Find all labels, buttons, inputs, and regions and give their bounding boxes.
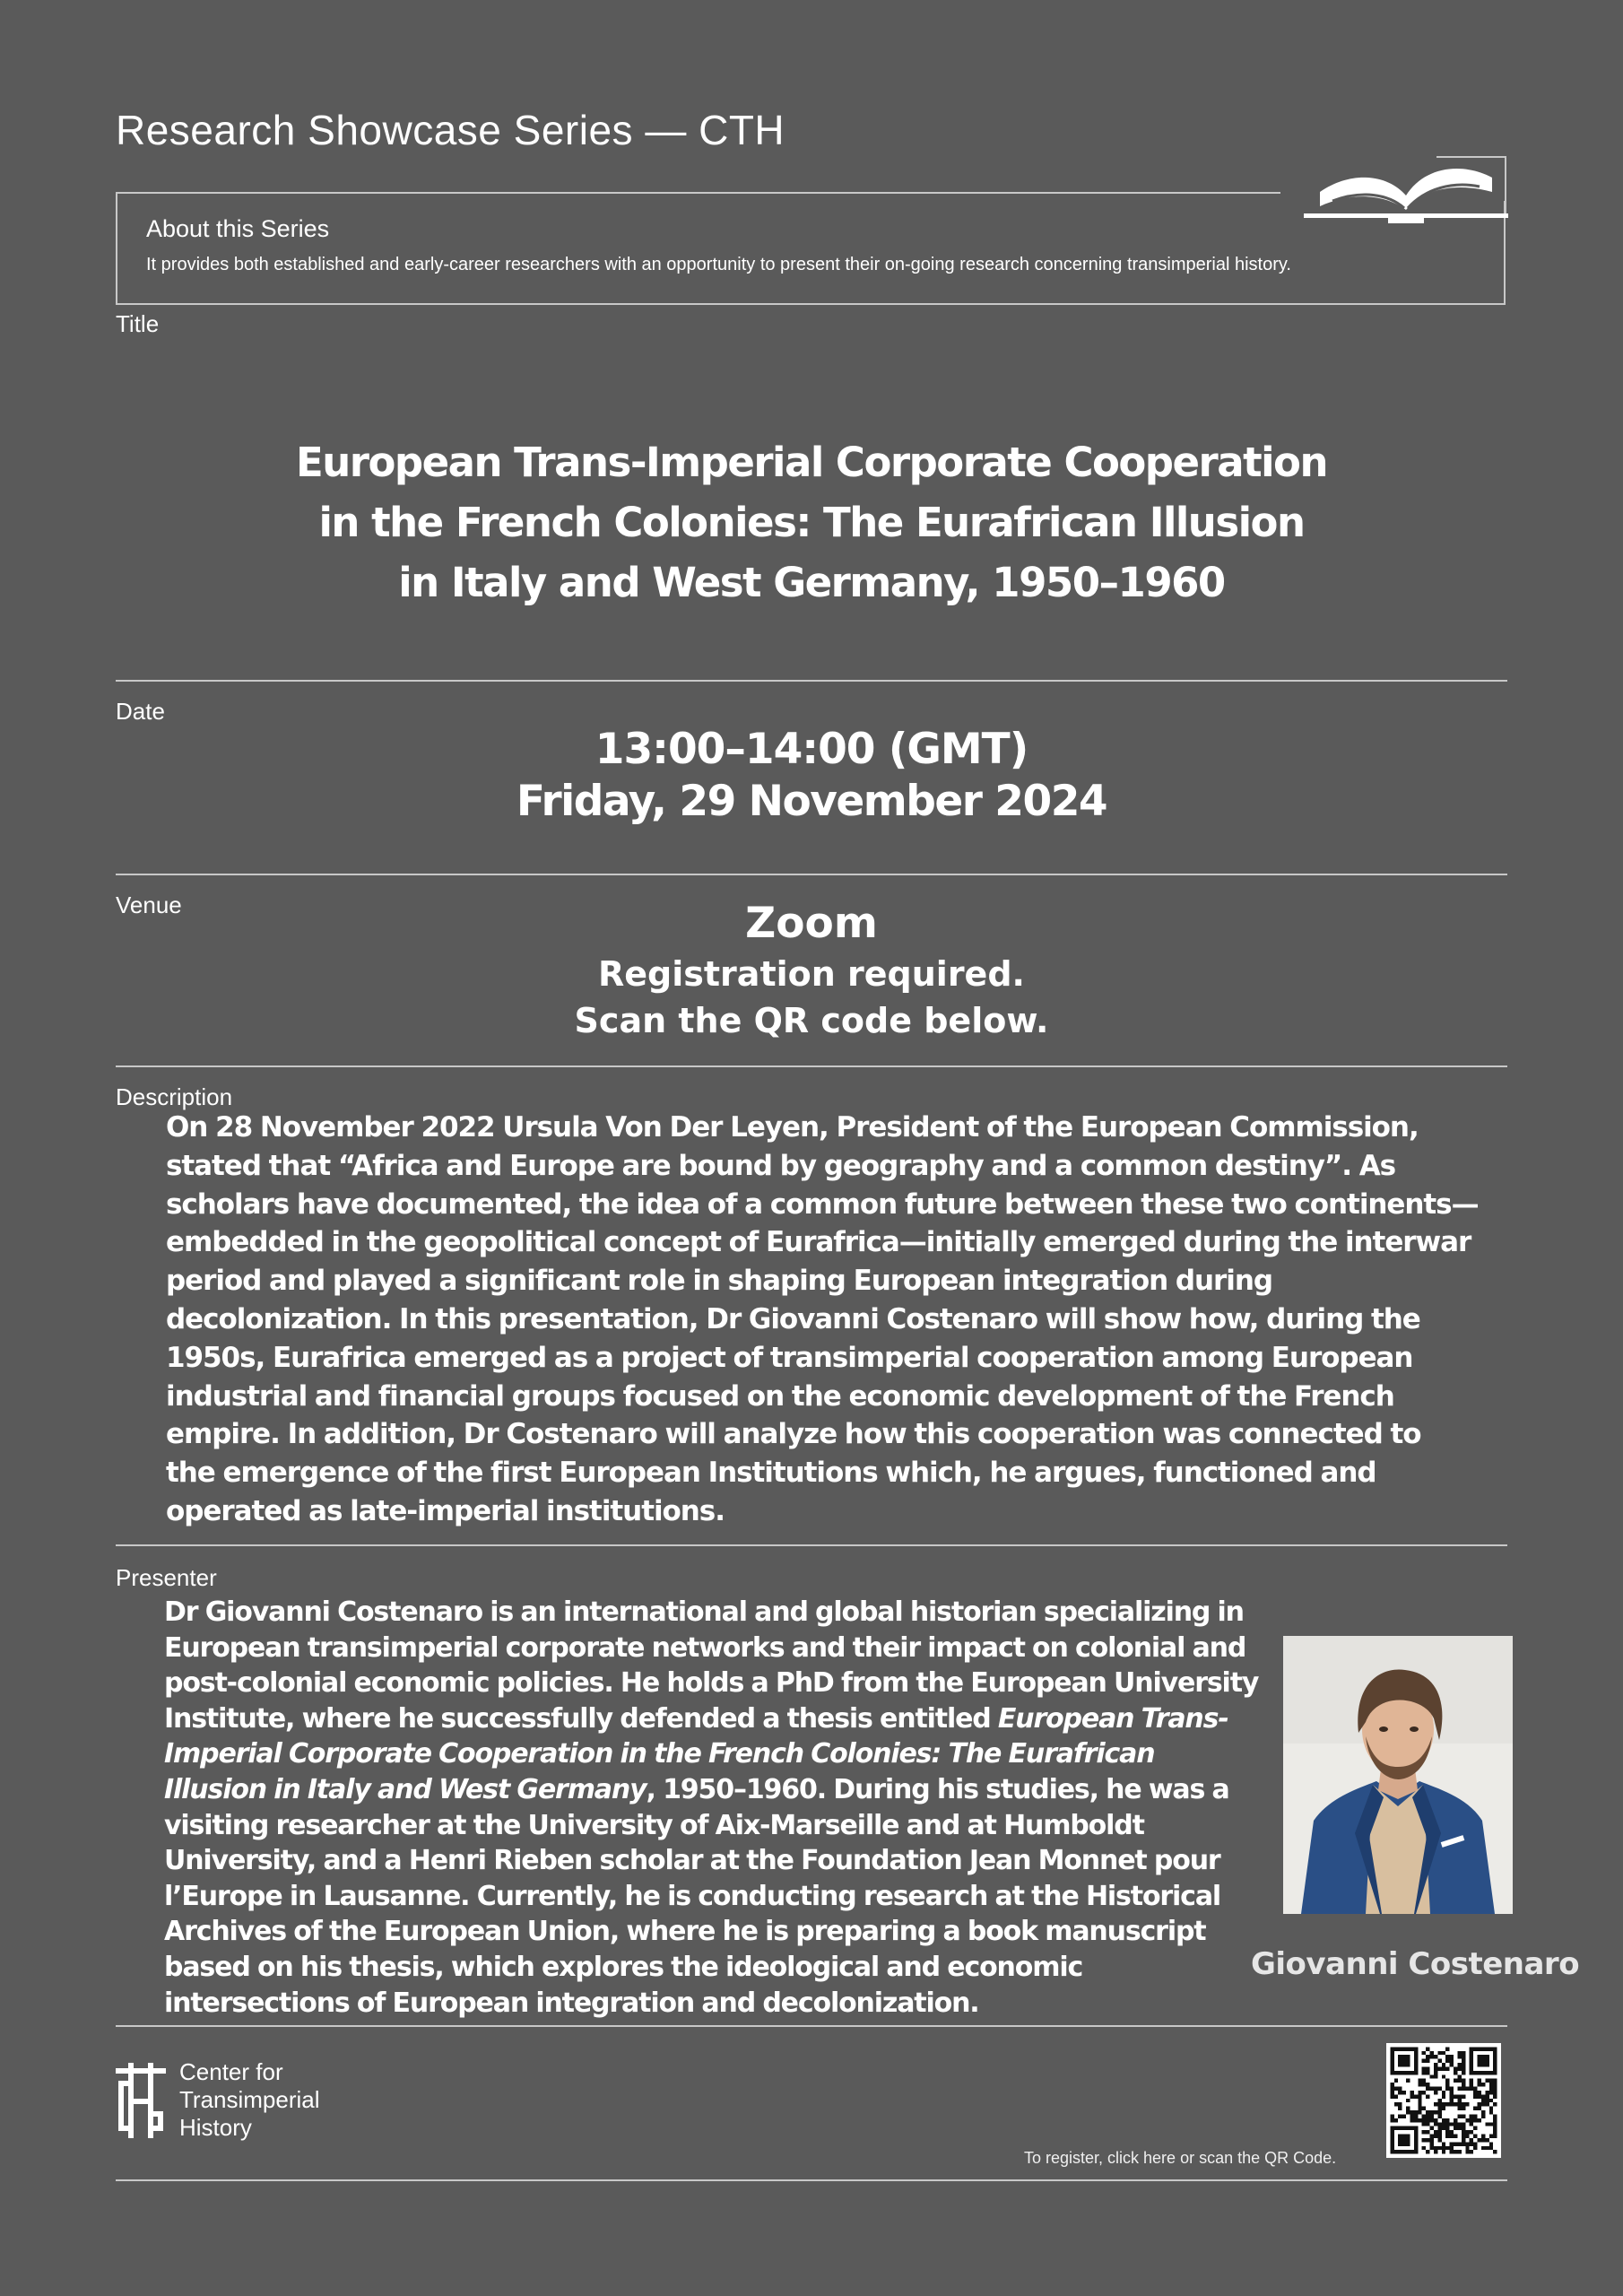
- venue-registration: Registration required.: [598, 954, 1025, 994]
- about-series-text: It provides both established and early-career researchers with an opportunity to present their on-going research concerning transimperial history.: [146, 255, 1291, 274]
- thesis-title: Imperial Corporate Cooperation in the French Colonies: The Eurafrican: [164, 1738, 1155, 1770]
- bio-line: post-colonial economic policies. He holds a PhD from the European University: [164, 1667, 1259, 1700]
- bio-line: [164, 1772, 1258, 1808]
- org-name-line: History: [179, 2114, 252, 2141]
- bio-text: , 1950–1960. During his studies, he was a: [646, 1773, 1229, 1805]
- venue-instruction: Scan the QR code below.: [574, 1001, 1049, 1040]
- divider: [116, 1065, 1507, 1067]
- description-line: the emergence of the first European Institutions which, he argues, functioned and: [166, 1457, 1376, 1490]
- title-label: Title: [116, 310, 160, 337]
- bio-text: Institute, where he successfully defended a thesis entitled: [164, 1702, 998, 1735]
- divider: [116, 874, 1507, 875]
- venue-label: Venue: [116, 891, 182, 918]
- description-line: scholars have documented, the idea of a common future between these two continents—: [166, 1187, 1479, 1221]
- bio-line: l’Europe in Lausanne. Currently, he is conducting research at the Historical: [164, 1880, 1221, 1912]
- presenter-bio: [164, 1595, 1258, 2021]
- presenter-label: Presenter: [116, 1564, 217, 1591]
- divider: [116, 680, 1507, 682]
- description-line: empire. In addition, Dr Costenaro will analyze how this cooperation was connected to: [166, 1418, 1421, 1451]
- bio-line: visiting researcher at the University of Aix-Marseille and at Humboldt: [164, 1809, 1144, 1841]
- talk-title-line-3: in Italy and West Germany, 1950–1960: [398, 559, 1225, 606]
- bio-line: [164, 1736, 1258, 1772]
- about-series-heading: About this Series: [146, 215, 330, 242]
- qr-pattern: [1386, 2043, 1501, 2158]
- description-line: industrial and financial groups focused on the economic development of the French: [166, 1379, 1394, 1413]
- description-line: embedded in the geopolitical concept of Eurafrica—initially emerged during the interwar: [166, 1226, 1471, 1259]
- qr-code-icon[interactable]: [1386, 2043, 1501, 2158]
- talk-title-line-2: in the French Colonies: The Eurafrican Illusion: [318, 499, 1305, 546]
- venue-name: Zoom: [745, 899, 878, 948]
- description-line: period and played a significant role in shaping European integration during: [166, 1265, 1273, 1298]
- thesis-title: Illusion in Italy and West Germany: [164, 1773, 647, 1805]
- series-title: Research Showcase Series — CTH: [116, 107, 785, 153]
- bio-line: [164, 1701, 1258, 1737]
- description-text: [166, 1109, 1479, 1531]
- divider: [116, 1544, 1507, 1546]
- description-line: On 28 November 2022 Ursula Von Der Leyen, President of the European Commission,: [166, 1111, 1419, 1144]
- talk-title: [116, 432, 1507, 613]
- divider: [116, 2025, 1507, 2027]
- cth-logo-icon: [116, 2063, 166, 2138]
- description-line: 1950s, Eurafrica emerged as a project of transimperial cooperation among European: [166, 1341, 1413, 1374]
- presenter-name: Giovanni Costenaro: [1251, 1946, 1580, 1982]
- description-line: decolonization. In this presentation, Dr Giovanni Costenaro will show how, during the: [166, 1302, 1420, 1335]
- date-label: Date: [116, 698, 165, 725]
- open-book-icon: [1302, 154, 1510, 226]
- presenter-photo: [1283, 1636, 1513, 1914]
- cth-organization-name: [179, 2058, 320, 2142]
- description-line: stated that “Africa and Europe are bound by geography and a common destiny”. As: [166, 1149, 1396, 1182]
- about-series-box: [116, 192, 1506, 305]
- thesis-title: European Trans-: [997, 1702, 1228, 1735]
- register-link[interactable]: To register, click here or scan the QR Code.: [1024, 2149, 1337, 2167]
- org-name-line: Center for: [179, 2058, 283, 2085]
- event-date: Friday, 29 November 2024: [516, 777, 1107, 826]
- event-time: 13:00–14:00 (GMT): [595, 725, 1028, 774]
- description-line: operated as late-imperial institutions.: [166, 1494, 725, 1527]
- description-label: Description: [116, 1083, 233, 1110]
- org-name-line: Transimperial: [179, 2086, 320, 2113]
- divider: [116, 2179, 1507, 2181]
- bio-line: European transimperial corporate networks and their impact on colonial and: [164, 1631, 1246, 1664]
- presenter-portrait-icon: [1283, 1636, 1513, 1914]
- talk-title-line-1: European Trans-Imperial Corporate Cooperation: [296, 439, 1327, 486]
- bio-line: based on his thesis, which explores the ideological and economic: [164, 1951, 1083, 1983]
- bio-line: intersections of European integration and decolonization.: [164, 1987, 979, 2019]
- bio-line: University, and a Henri Rieben scholar at the Foundation Jean Monnet pour: [164, 1845, 1220, 1877]
- bio-line: Archives of the European Union, where he is preparing a book manuscript: [164, 1916, 1206, 1948]
- bio-line: Dr Giovanni Costenaro is an international and global historian specializing in: [164, 1596, 1244, 1628]
